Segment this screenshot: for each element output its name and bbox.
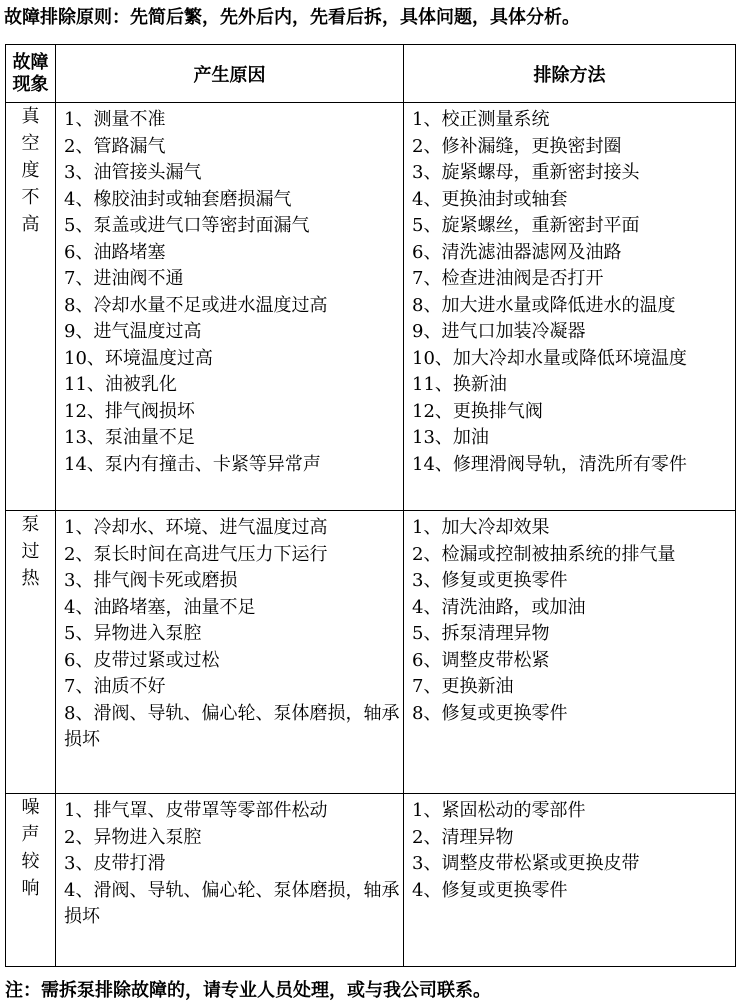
header-phenomenon-line2: 现象 xyxy=(12,73,49,95)
list-item: 2、检漏或控制被抽系统的排气量 xyxy=(412,543,676,565)
list-item: 8、修复或更换零件 xyxy=(412,702,568,724)
list-item: 14、泵内有撞击、卡紧等异常声 xyxy=(64,453,321,475)
list-item: 3、油管接头漏气 xyxy=(64,162,202,183)
list-item: 8、加大进水量或降低进水的温度 xyxy=(412,294,676,316)
list-item: 2、清理异物 xyxy=(412,826,514,848)
list-item: 6、调整皮带松紧 xyxy=(412,649,550,671)
phenomenon-char: 真 xyxy=(21,106,40,127)
list-item: 5、拆泵清理异物 xyxy=(412,623,550,644)
fault-row-vacuum xyxy=(6,103,736,511)
methods-overheat xyxy=(404,511,736,794)
list-item: 1、紧固松动的零部件 xyxy=(412,800,586,821)
list-item: 6、油路堵塞 xyxy=(64,241,166,263)
list-item: 5、泵盖或进气口等密封面漏气 xyxy=(64,215,310,236)
list-item: 1、排气罩、皮带罩等零部件松动 xyxy=(64,800,328,821)
list-item: 2、管路漏气 xyxy=(64,135,166,157)
list-item: 12、更换排气阀 xyxy=(412,400,543,422)
fault-row-overheat xyxy=(6,511,736,794)
list-item: 3、旋紧螺母，重新密封接头 xyxy=(412,162,640,183)
phenomenon-char: 泵 xyxy=(21,514,40,535)
list-item: 10、环境温度过高 xyxy=(64,347,213,369)
fault-table xyxy=(5,44,736,967)
phenomenon-char: 高 xyxy=(21,214,40,235)
list-item: 3、调整皮带松紧或更换皮带 xyxy=(412,853,640,874)
methods-noise xyxy=(404,794,736,967)
header-method: 排除方法 xyxy=(404,45,736,103)
list-item: 5、旋紧螺丝，重新密封平面 xyxy=(412,215,640,236)
list-item: 7、油质不好 xyxy=(64,676,166,697)
list-item: 6、皮带过紧或过松 xyxy=(64,649,220,671)
list-item: 8、滑阀、导轨、偏心轮、泵体磨损，轴承损坏 xyxy=(64,702,400,750)
phenomenon-char: 热 xyxy=(21,568,40,589)
troubleshooting-principle: 故障排除原则：先简后繁，先外后内，先看后拆，具体问题，具体分析。 xyxy=(4,7,580,28)
list-item: 4、清洗油路，或加油 xyxy=(412,596,586,618)
list-item: 7、进油阀不通 xyxy=(64,268,184,289)
list-item: 8、冷却水量不足或进水温度过高 xyxy=(64,294,328,316)
list-item: 13、加油 xyxy=(412,427,489,448)
header-phenomenon-line1: 故障 xyxy=(12,51,49,73)
list-item: 4、橡胶油封或轴套磨损漏气 xyxy=(64,188,292,210)
phenomenon-char: 过 xyxy=(21,541,40,562)
list-item: 4、修复或更换零件 xyxy=(412,879,568,901)
phenomenon-char: 噪 xyxy=(21,797,40,818)
list-item: 5、异物进入泵腔 xyxy=(64,623,202,644)
list-item: 4、更换油封或轴套 xyxy=(412,188,568,210)
list-item: 11、换新油 xyxy=(412,374,507,395)
phenomenon-char: 响 xyxy=(21,878,40,899)
list-item: 1、校正测量系统 xyxy=(412,109,550,130)
list-item: 4、滑阀、导轨、偏心轮、泵体磨损，轴承损坏 xyxy=(64,879,400,927)
phenomenon-char: 较 xyxy=(21,851,40,872)
fault-row-noise xyxy=(6,794,736,967)
list-item: 2、异物进入泵腔 xyxy=(64,826,202,848)
list-item: 3、排气阀卡死或磨损 xyxy=(64,570,238,591)
list-item: 1、测量不准 xyxy=(64,109,166,130)
phenomenon-noise xyxy=(6,794,56,967)
phenomenon-char: 度 xyxy=(21,160,40,181)
list-item: 12、排气阀损坏 xyxy=(64,400,195,422)
list-item: 2、修补漏缝，更换密封圈 xyxy=(412,135,622,157)
causes-vacuum xyxy=(56,103,404,511)
list-item: 3、皮带打滑 xyxy=(64,853,166,874)
list-item: 13、泵油量不足 xyxy=(64,427,195,448)
list-item: 1、加大冷却效果 xyxy=(412,517,550,538)
phenomenon-char: 空 xyxy=(21,133,40,154)
phenomenon-char: 声 xyxy=(21,824,40,845)
header-phenomenon xyxy=(6,45,56,103)
list-item: 14、修理滑阀导轨，清洗所有零件 xyxy=(412,453,687,475)
header-cause: 产生原因 xyxy=(56,45,404,103)
list-item: 7、检查进油阀是否打开 xyxy=(412,268,604,289)
header-row xyxy=(6,45,736,103)
phenomenon-vacuum xyxy=(6,103,56,511)
causes-noise xyxy=(56,794,404,967)
list-item: 6、清洗滤油器滤网及油路 xyxy=(412,241,622,263)
list-item: 9、进气口加装冷凝器 xyxy=(412,321,586,342)
list-item: 4、油路堵塞，油量不足 xyxy=(64,596,256,618)
footer-note: 注：需拆泵排除故障的，请专业人员处理，或与我公司联系。 xyxy=(5,980,491,1001)
causes-overheat xyxy=(56,511,404,794)
list-item: 9、进气温度过高 xyxy=(64,321,202,342)
list-item: 3、修复或更换零件 xyxy=(412,570,568,591)
list-item: 1、冷却水、环境、进气温度过高 xyxy=(64,517,328,538)
list-item: 2、泵长时间在高进气压力下运行 xyxy=(64,543,328,565)
methods-vacuum xyxy=(404,103,736,511)
list-item: 11、油被乳化 xyxy=(64,374,177,395)
phenomenon-char: 不 xyxy=(21,187,40,208)
phenomenon-overheat xyxy=(6,511,56,794)
list-item: 7、更换新油 xyxy=(412,676,514,697)
list-item: 10、加大冷却水量或降低环境温度 xyxy=(412,347,687,369)
